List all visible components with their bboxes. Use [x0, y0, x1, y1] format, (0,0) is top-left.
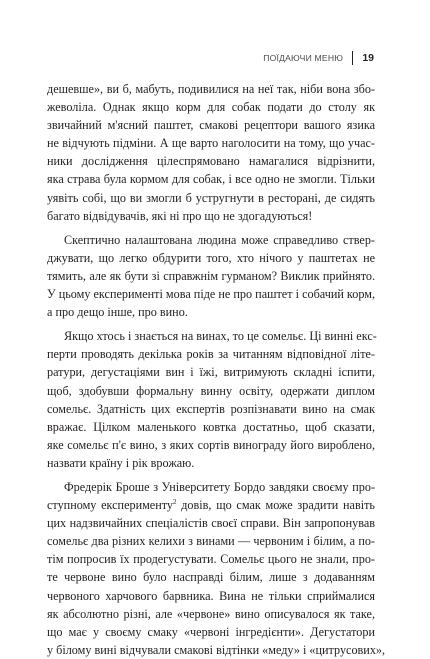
footnote-marker[interactable]: 2: [173, 498, 177, 507]
text-line: уявіть собі, що ви змогли б устругнути в ресторані, де сидять: [47, 190, 375, 205]
body-text: [47, 80, 386, 659]
text-line: перти проводять декілька років за читанням відповідної літе-: [47, 347, 375, 362]
text-line: дешевше», ви б, мабуть, подивилися на неї так, ніби вона збо-: [47, 82, 375, 96]
text-line: сомельє два різних келихи з винами — червоним і білим, а по-: [47, 534, 375, 549]
text-line: ники дослідження цілеспрямовано намагалися відрізнити,: [47, 154, 375, 169]
paragraph: [47, 327, 375, 472]
text-segment: ступному експерименту: [47, 498, 173, 513]
text-line: жеволіла. Однак якщо корм для собак подати до столу як: [47, 100, 375, 115]
section-title: ПОЇДАЮЧИ МЕНЮ: [263, 53, 344, 63]
header-divider: [352, 51, 353, 65]
text-line: джувати, що легко обдурити того, хто нічого у паштетах не: [47, 250, 375, 265]
text-line: назвати країну і рік врожаю.: [47, 455, 195, 470]
text-line: цих надзвичайних спеціалістів своєї справи. Він запропонував: [47, 516, 375, 531]
text-line: тім попросив їх продегустувати. Сомельє цього не знали, про-: [47, 552, 375, 567]
paragraph: [47, 231, 375, 321]
text-line: щоб, здобувши формальну винну освіту, одержати диплом: [47, 383, 375, 398]
paragraph: [47, 80, 375, 225]
text-line: червоного харчового барвника. Вина не тільки сприймалися: [47, 588, 375, 603]
paragraph: [47, 478, 386, 659]
text-line: ратури, дегустаціями вин і їжі, витримують складні іспити,: [47, 365, 375, 380]
text-line: у білому вині відчували смакові відтінки «меду» і «цитрусових»,: [47, 642, 386, 657]
page-number: 19: [362, 52, 374, 64]
text-line: тямить, але як бути зі справжнім гурманом? Виклик прийнято.: [47, 268, 375, 283]
text-segment: довів, що смак може зрадити навіть: [176, 498, 375, 513]
text-line-with-footnote: [47, 496, 375, 514]
text-line: яка страва була кормом для собак, і все одно не змогли. Тільки: [47, 172, 375, 187]
text-line: те червоне вино було насправді білим, лише з додаванням: [47, 570, 375, 585]
text-line: Фредерік Броше з Університету Бордо завдяки своєму про-: [64, 479, 375, 494]
text-line: Якщо хтось і знається на винах, то це сомельє. Ці винні екс-: [64, 329, 377, 344]
text-line: яке сомельє п'є вино, з яких сортів винограду його вироблено,: [47, 437, 375, 452]
text-line: У цьому експерименті мова піде не про паштет і собачий корм,: [47, 287, 375, 302]
text-line: сомельє. Здатність цих експертів розпізнавати вино на смак: [47, 401, 375, 416]
text-line: як абсолютно різні, але «червоне» вино описувалося як таке,: [47, 606, 375, 621]
running-head: [263, 50, 374, 66]
text-line: вражає. Цілком маленького ковтка достатньо, щоб сказати,: [47, 419, 375, 434]
text-line: що має у своєму смаку «червоні інгредієнти». Дегустатори: [47, 624, 375, 639]
text-line: а про дещо інше, про вино.: [47, 305, 188, 320]
text-line: багато відвідувачів, які ні про що не здогадуються!: [47, 208, 313, 223]
text-line: не відчують підміни. А ще варто наголосити на тому, що учас-: [47, 136, 375, 151]
text-line: звичайний м'ясний паштет, смакові рецептори вашого язика: [47, 118, 375, 133]
text-line: Скептично налаштована людина може справедливо ствер-: [64, 232, 375, 247]
